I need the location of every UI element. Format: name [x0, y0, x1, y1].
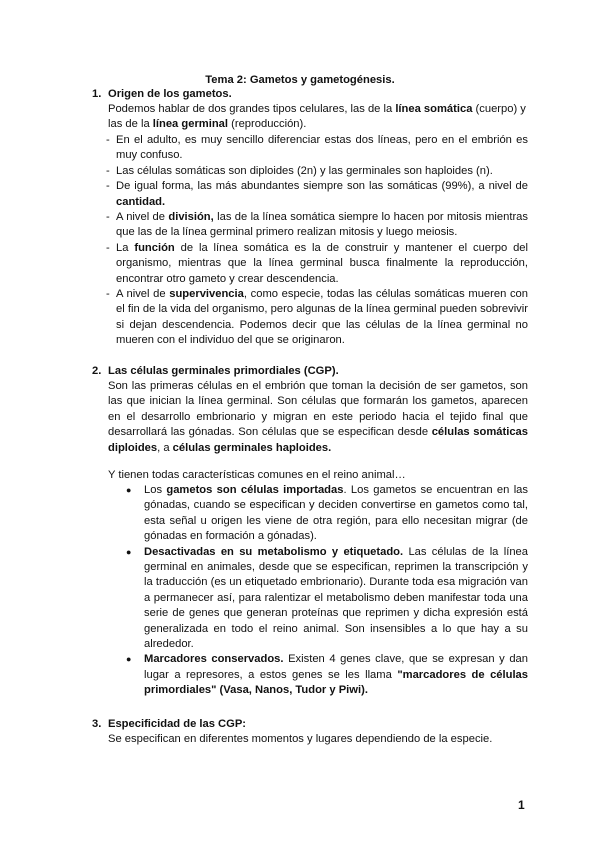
section-2-intro: Son las primeras células en el embrión que toman la decisión de ser gametos, son las que inician la línea germinal. Son células que formarán los gametos, aparecen en el desarrollo embrionario y migran en este periodo hacia el tejido final que desarrollará las gónadas. Son células que se especifican desde células somáticas diploides, a células germinales haploides.: [108, 380, 528, 454]
list-item: ● Desactivadas en su metabolismo y etiquetado. Las células de la línea germinal en animales, desde que se especifican, reprimen la transcripción y la traducción (es un etiquetado embrionario). Durante toda esa migración van a permanecer así, para ralentizar el metabolismo deben manifestar toda una serie de genes que generan proteínas que reprimen y dicha expresión está generalizada en todo el reino animal. Son insensibles a lo que hay a su alrededor.: [126, 545, 528, 651]
list-item: ● Marcadores conservados. Existen 4 genes clave, que se expresan y dan lugar a represores, a estos genes se les llama "marcadores de células primordiales" (Vasa, Nanos, Tudor y Piwi).: [126, 653, 529, 697]
section-2-list: [126, 483, 529, 699]
section-2-number: 2.: [92, 365, 102, 377]
section-1-intro: Podemos hablar de dos grandes tipos celulares, las de la línea somática (cuerpo) y las de la línea germinal (reproducción).: [108, 103, 526, 131]
page-title: Tema 2: Gametos y gametogénesis.: [205, 74, 395, 86]
list-item: - A nivel de división, las de la línea somática siempre lo hacen por mitosis mientras que las de la línea germinal primero realizan mitosis y luego meiosis.: [106, 211, 529, 239]
section-1-number: 1.: [92, 88, 102, 100]
page-number: 1: [518, 798, 525, 812]
section-2-lead: Y tienen todas características comunes en el reino animal…: [108, 469, 406, 481]
section-3-title: Especificidad de las CGP:: [108, 718, 247, 730]
section-2-title: Las células germinales primordiales (CGP).: [108, 365, 339, 377]
section-3-text: Se especifican en diferentes momentos y lugares dependiendo de la especie.: [108, 733, 493, 745]
section-3-number: 3.: [92, 718, 102, 730]
list-item: - De igual forma, las más abundantes siempre son las somáticas (99%), a nivel de cantidad.: [106, 180, 528, 208]
section-1-list: [106, 133, 529, 349]
list-item: - Las células somáticas son diploides (2n) y las germinales son haploides (n).: [106, 164, 493, 177]
section-3-heading: [92, 717, 246, 732]
section-1-title: Origen de los gametos.: [108, 88, 232, 100]
list-item: - A nivel de supervivencia, como especie, todas las células somáticas mueren con el fin de la vida del organismo, pero algunas de la línea germinal pueden sobrevivir si dejan descendencia. Podemos decir que las células de la línea germinal no mueren con el individuo del que se originaron.: [106, 288, 528, 347]
list-item: - En el adulto, es muy sencillo diferenciar estas dos líneas, pero en el embrión es muy confuso.: [106, 134, 528, 162]
list-item: ● Los gametos son células importadas. Los gametos se encuentran en las gónadas, cuando se especifican y deciden convertirse en gametos como tal, esta señal u origen les viene de otra región, para ello necesitan migrar (de gónadas en formación a gónadas).: [126, 484, 528, 543]
list-item: - La función de la línea somática es la de construir y mantener el cuerpo del organismo, mientras que la línea germinal busca finalmente la reproducción, encontrar otro gameto y crear descendencia.: [106, 241, 528, 285]
section-1-heading: [92, 87, 232, 102]
section-2-heading: [92, 364, 339, 379]
